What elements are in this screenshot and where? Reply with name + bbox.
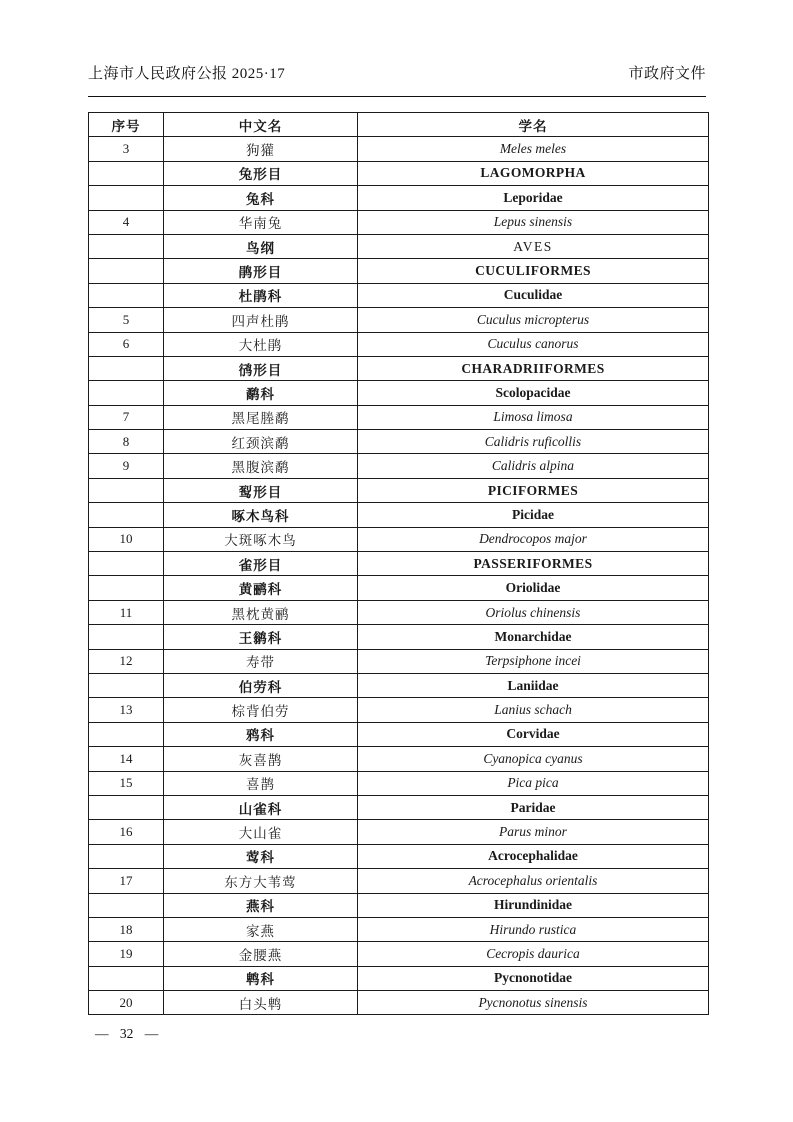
cell-chinese-name: 鹬科 (164, 381, 358, 405)
table-row (89, 600, 709, 624)
cell-scientific-name: CUCULIFORMES (358, 259, 709, 283)
cell-scientific-name: Acrocephalidae (358, 844, 709, 868)
cell-serial (89, 795, 164, 819)
cell-scientific-name: AVES (358, 234, 709, 258)
cell-scientific-name: Calidris ruficollis (358, 430, 709, 454)
cell-serial (89, 161, 164, 185)
cell-scientific-name: Pica pica (358, 771, 709, 795)
cell-serial (89, 625, 164, 649)
table-row (89, 259, 709, 283)
cell-chinese-name: 黑腹滨鹬 (164, 454, 358, 478)
cell-serial (89, 966, 164, 990)
cell-serial (89, 552, 164, 576)
cell-scientific-name: Paridae (358, 795, 709, 819)
col-header-serial: 序号 (89, 113, 164, 137)
cell-scientific-name: Calidris alpina (358, 454, 709, 478)
cell-chinese-name: 大杜鹃 (164, 332, 358, 356)
cell-scientific-name: Hirundinidae (358, 893, 709, 917)
cell-scientific-name: Lepus sinensis (358, 210, 709, 234)
table-row (89, 137, 709, 161)
table-row (89, 893, 709, 917)
cell-serial: 7 (89, 405, 164, 429)
cell-scientific-name: Cecropis daurica (358, 942, 709, 966)
table-row (89, 381, 709, 405)
cell-scientific-name: LAGOMORPHA (358, 161, 709, 185)
cell-scientific-name: Meles meles (358, 137, 709, 161)
cell-serial: 6 (89, 332, 164, 356)
cell-serial (89, 186, 164, 210)
table-row (89, 771, 709, 795)
table-row (89, 161, 709, 185)
cell-serial: 17 (89, 869, 164, 893)
cell-scientific-name: Monarchidae (358, 625, 709, 649)
cell-chinese-name: 鸻形目 (164, 356, 358, 380)
cell-scientific-name: Lanius schach (358, 698, 709, 722)
cell-serial: 14 (89, 747, 164, 771)
cell-serial (89, 503, 164, 527)
cell-serial: 19 (89, 942, 164, 966)
cell-scientific-name: Cuculidae (358, 283, 709, 307)
table-body (89, 137, 709, 1015)
species-table (88, 112, 709, 1015)
col-header-chinese-name: 中文名 (164, 113, 358, 137)
cell-chinese-name: 䴕形目 (164, 478, 358, 502)
cell-chinese-name: 红颈滨鹬 (164, 430, 358, 454)
table-head (89, 113, 709, 137)
table-row (89, 820, 709, 844)
cell-scientific-name: Leporidae (358, 186, 709, 210)
cell-scientific-name: Cuculus micropterus (358, 308, 709, 332)
cell-scientific-name: Oriolus chinensis (358, 600, 709, 624)
cell-chinese-name: 莺科 (164, 844, 358, 868)
table-row (89, 917, 709, 941)
cell-scientific-name: Picidae (358, 503, 709, 527)
table-row (89, 649, 709, 673)
cell-chinese-name: 华南兔 (164, 210, 358, 234)
cell-chinese-name: 兔科 (164, 186, 358, 210)
table-row (89, 430, 709, 454)
cell-chinese-name: 寿带 (164, 649, 358, 673)
table-row (89, 283, 709, 307)
cell-chinese-name: 伯劳科 (164, 673, 358, 697)
cell-chinese-name: 鹎科 (164, 966, 358, 990)
cell-chinese-name: 家燕 (164, 917, 358, 941)
running-header (88, 62, 706, 83)
cell-chinese-name: 啄木鸟科 (164, 503, 358, 527)
cell-chinese-name: 山雀科 (164, 795, 358, 819)
table-row (89, 552, 709, 576)
table-row (89, 673, 709, 697)
table-row (89, 478, 709, 502)
cell-chinese-name: 金腰燕 (164, 942, 358, 966)
cell-scientific-name: PICIFORMES (358, 478, 709, 502)
cell-chinese-name: 雀形目 (164, 552, 358, 576)
cell-serial: 4 (89, 210, 164, 234)
cell-serial (89, 893, 164, 917)
cell-serial (89, 478, 164, 502)
table-row (89, 844, 709, 868)
cell-scientific-name: Parus minor (358, 820, 709, 844)
table-row (89, 454, 709, 478)
cell-chinese-name: 喜鹊 (164, 771, 358, 795)
cell-serial: 18 (89, 917, 164, 941)
cell-serial: 8 (89, 430, 164, 454)
cell-serial: 13 (89, 698, 164, 722)
cell-chinese-name: 燕科 (164, 893, 358, 917)
cell-chinese-name: 黑枕黄鹂 (164, 600, 358, 624)
cell-chinese-name: 狗獾 (164, 137, 358, 161)
cell-serial (89, 234, 164, 258)
table-row (89, 332, 709, 356)
cell-serial (89, 381, 164, 405)
cell-serial: 20 (89, 991, 164, 1015)
table-row (89, 234, 709, 258)
cell-chinese-name: 黄鹂科 (164, 576, 358, 600)
cell-serial: 15 (89, 771, 164, 795)
cell-chinese-name: 鸦科 (164, 722, 358, 746)
cell-chinese-name: 白头鹎 (164, 991, 358, 1015)
cell-scientific-name: Scolopacidae (358, 381, 709, 405)
cell-chinese-name: 杜鹃科 (164, 283, 358, 307)
cell-serial: 11 (89, 600, 164, 624)
cell-scientific-name: Laniidae (358, 673, 709, 697)
table-row (89, 356, 709, 380)
cell-serial (89, 283, 164, 307)
cell-scientific-name: Corvidae (358, 722, 709, 746)
cell-scientific-name: Oriolidae (358, 576, 709, 600)
cell-chinese-name: 王鹟科 (164, 625, 358, 649)
cell-chinese-name: 东方大苇莺 (164, 869, 358, 893)
table-row (89, 308, 709, 332)
cell-scientific-name: CHARADRIIFORMES (358, 356, 709, 380)
cell-scientific-name: Limosa limosa (358, 405, 709, 429)
cell-scientific-name: Hirundo rustica (358, 917, 709, 941)
cell-scientific-name: Acrocephalus orientalis (358, 869, 709, 893)
table-row (89, 991, 709, 1015)
cell-scientific-name: PASSERIFORMES (358, 552, 709, 576)
cell-chinese-name: 鹃形目 (164, 259, 358, 283)
cell-serial (89, 844, 164, 868)
table-row (89, 405, 709, 429)
table-row (89, 625, 709, 649)
cell-chinese-name: 四声杜鹃 (164, 308, 358, 332)
table-row (89, 698, 709, 722)
table-row (89, 795, 709, 819)
table-row (89, 942, 709, 966)
table-row (89, 722, 709, 746)
page-number (88, 1026, 706, 1042)
page-number-label: — 32 — (95, 1026, 159, 1042)
cell-chinese-name: 大斑啄木鸟 (164, 527, 358, 551)
cell-serial: 3 (89, 137, 164, 161)
cell-chinese-name: 灰喜鹊 (164, 747, 358, 771)
cell-chinese-name: 黑尾塍鹬 (164, 405, 358, 429)
table-row (89, 527, 709, 551)
section-label: 市政府文件 (628, 66, 706, 82)
table-row (89, 210, 709, 234)
gazette-title: 上海市人民政府公报 2025·17 (88, 66, 286, 82)
cell-serial (89, 722, 164, 746)
cell-scientific-name: Dendrocopos major (358, 527, 709, 551)
cell-serial: 16 (89, 820, 164, 844)
header-rule (88, 96, 706, 97)
cell-serial (89, 259, 164, 283)
table-row (89, 186, 709, 210)
col-header-scientific-name: 学名 (358, 113, 709, 137)
cell-serial: 9 (89, 454, 164, 478)
table-row (89, 576, 709, 600)
cell-scientific-name: Cyanopica cyanus (358, 747, 709, 771)
table-row (89, 747, 709, 771)
cell-scientific-name: Terpsiphone incei (358, 649, 709, 673)
cell-serial: 10 (89, 527, 164, 551)
table-header-row (89, 113, 709, 137)
cell-serial (89, 576, 164, 600)
cell-scientific-name: Cuculus canorus (358, 332, 709, 356)
cell-serial (89, 673, 164, 697)
cell-chinese-name: 大山雀 (164, 820, 358, 844)
cell-serial: 5 (89, 308, 164, 332)
table-row (89, 869, 709, 893)
table-row (89, 966, 709, 990)
cell-serial: 12 (89, 649, 164, 673)
cell-chinese-name: 鸟纲 (164, 234, 358, 258)
cell-chinese-name: 棕背伯劳 (164, 698, 358, 722)
cell-chinese-name: 兔形目 (164, 161, 358, 185)
table-row (89, 503, 709, 527)
cell-scientific-name: Pycnonotus sinensis (358, 991, 709, 1015)
cell-scientific-name: Pycnonotidae (358, 966, 709, 990)
cell-serial (89, 356, 164, 380)
